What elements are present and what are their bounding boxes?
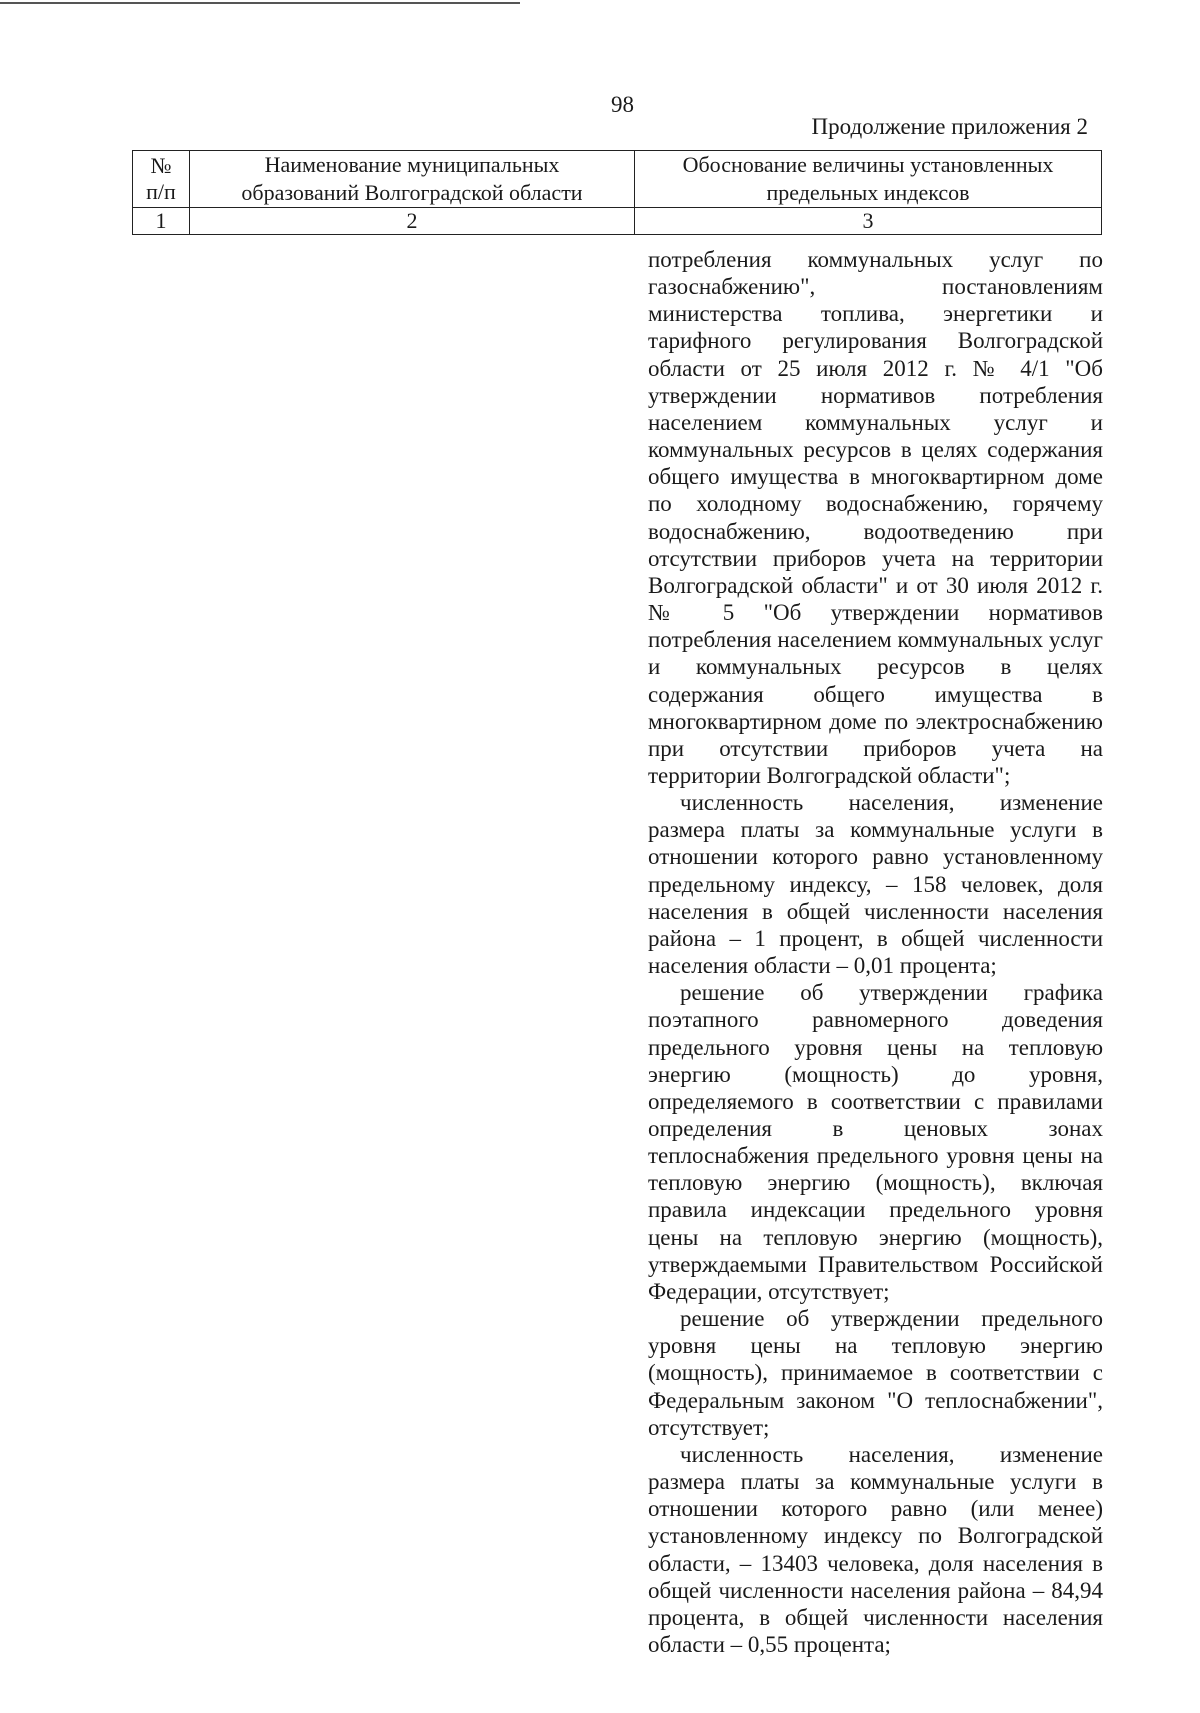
justification-text [648,246,1103,1658]
header-index-justification-label: Обоснование величины установленных предельных индексов [682,152,1054,205]
column-number-2: 2 [190,208,635,235]
page-number: 98 [611,92,634,117]
column-number-3: 3 [635,208,1102,235]
appendix-table [132,150,1102,235]
header-municipality-name-label: Наименование муниципальных образований Волгоградской области [241,152,583,205]
table-header-row [133,151,1102,208]
header-municipality-name [190,151,635,208]
header-row-number-label: № п/п [146,153,176,204]
appendix-continuation-note: Продолжение приложения 2 [811,114,1088,139]
justification-paragraph: численность населения, изменение размера платы за коммунальные услуги в отношении которого равно (или менее) установленному индексу по Волгоградской области, – 13403 человека, доля населения в общей численности населения района – 84,94 процента, в общей численности населения области – 0,55 процента; [648,1441,1103,1657]
header-row-number [133,151,190,208]
scan-border-line [0,2,520,4]
justification-paragraph: решение об утверждении предельного уровня цены на тепловую энергию (мощность), принимаемое в соответствии с Федеральным законом "О теплоснабжении", отсутствует; [648,1306,1103,1440]
table-column-numbers-row [133,208,1102,235]
justification-paragraph: решение об утверждении графика поэтапного равномерного доведения предельного уровня цены на тепловую энергию (мощность) до уровня, определяемого в соответствии с правилами определения в ценовых зонах теплоснабжения предельного уровня цены на тепловую энергию (мощность), включая правила индексации предельного уровня цены на тепловую энергию (мощность), утверждаемыми Правительством Российской Федерации, отсутствует; [648,980,1103,1304]
justification-paragraph: численность населения, изменение размера платы за коммунальные услуги в отношении которого равно установленному предельному индексу, – 158 человек, доля населения в общей численности населения района – 1 процент, в общей численности населения области – 0,01 процента; [648,790,1103,979]
column-number-1: 1 [133,208,190,235]
header-index-justification [635,151,1102,208]
justification-paragraph: потребления коммунальных услуг по газоснабжению", постановлениям министерства топлива, энергетики и тарифного регулирования Волгоградской области от 25 июля 2012 г. № 4/1 "Об утверждении нормативов потребления населением коммунальных услуг и коммунальных ресурсов в целях содержания общего имущества в многоквартирном доме по холодному водоснабжению, горячему водоснабжению, водоотведению при отсутствии приборов учета на территории Волгоградской области" и от 30 июля 2012 г. № 5 "Об утверждении нормативов потребления населением коммунальных услуг и коммунальных ресурсов в целях содержания общего имущества в многоквартирном доме по электроснабжению при отсутствии приборов учета на территории Волгоградской области"; [648,247,1103,788]
